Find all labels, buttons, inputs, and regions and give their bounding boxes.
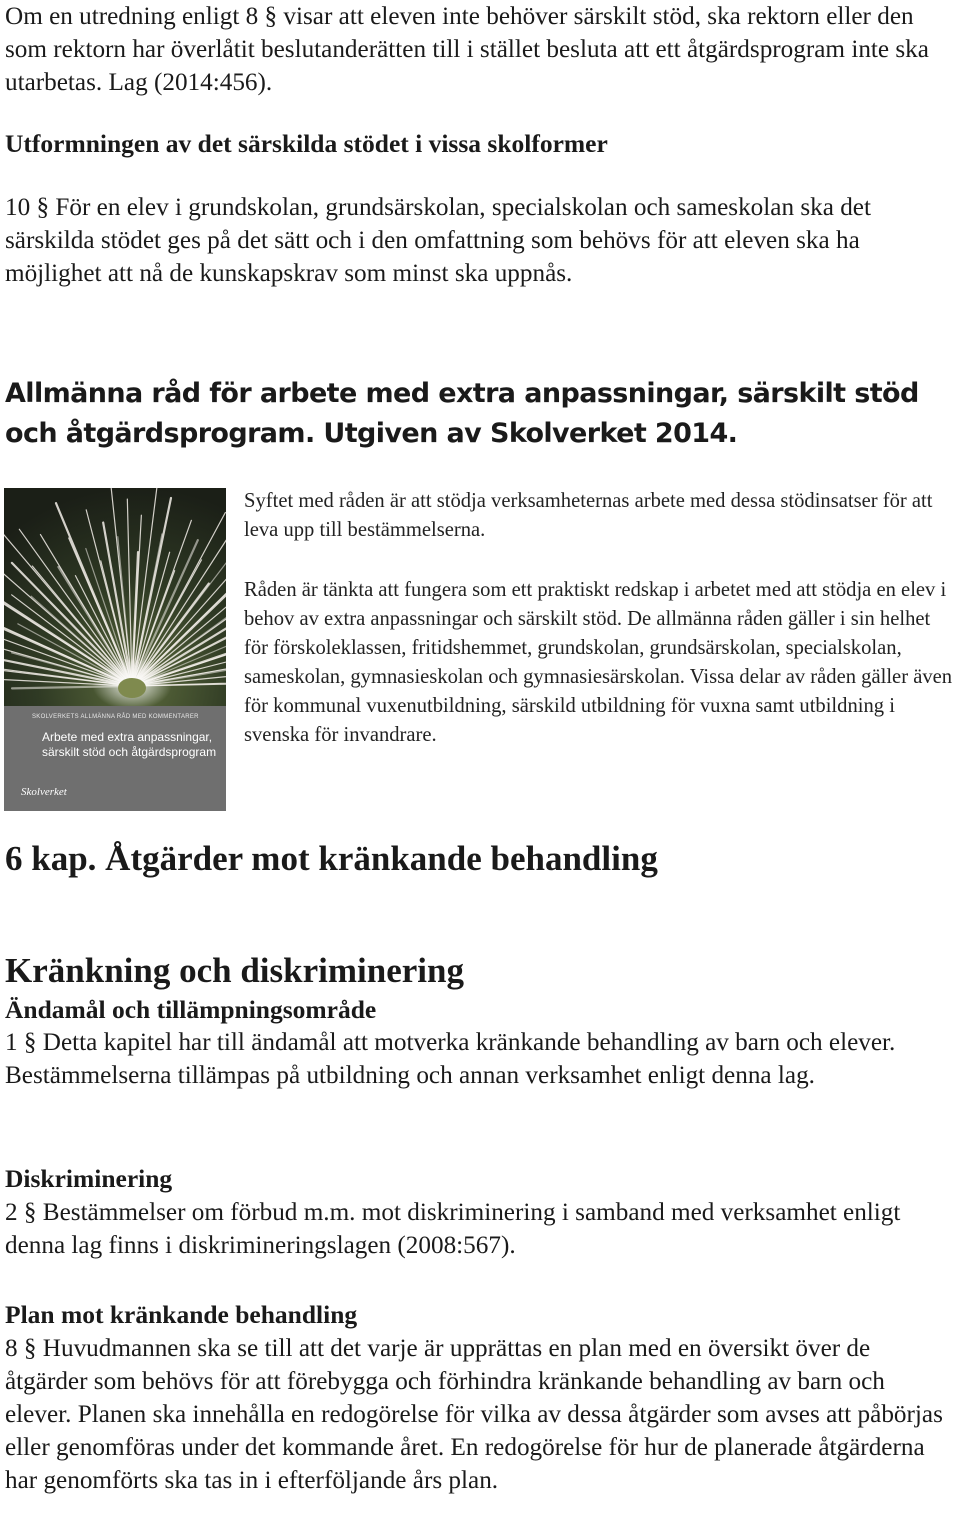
cover-publisher: Skolverket [21,786,67,798]
book-cover-image [4,488,226,811]
chapter-heading-6kap: 6 kap. Åtgärder mot kränkande behandling [5,839,658,878]
side-paragraph-raden: Råden är tänkta att fungera som ett praktiskt redskap i arbetet med att stödja en elev i behov av extra anpassningar och särskilt stöd. De allmänna råden gäller i sin helhet för förskoleklassen, fritidshemmet, grundskolan, grundsärskolan, specialskolan, sameskolan, gymnasieskolan och gymnasiesärskolan. Vissa delar av råden gäller även för kommunal vuxenutbildning, särskild utbildning för vuxna samt utbildning i svenska för invandrare. [244,579,953,746]
section-heading-allmanna-rad: Allmänna råd för arbete med extra anpassningar, särskilt stöd och åtgärdsprogram. Utgiven av Skolverket 2014. [5,378,919,449]
paragraph-2: 2 § Bestämmelser om förbud m.m. mot diskriminering i samband med verksamhet enligt denna lag finns i diskrimineringslagen (2008:567). [5,1199,901,1259]
section-heading-krankning: Kränkning och diskriminering [5,951,464,990]
paragraph-1: 1 § Detta kapitel har till ändamål att motverka kränkande behandling av barn och elever. Bestämmelserna tillämpas på utbildning och annan verksamhet enligt denna lag. [5,1029,896,1089]
dandelion-photo [4,488,226,706]
subheading-plan: Plan mot kränkande behandling [5,1300,358,1329]
paragraph-10: 10 § För en elev i grundskolan, grundsärskolan, specialskolan och sameskolan ska det särskilda stödet ges på det sätt och i den omfattning som behövs för att eleven ska ha möjlighet att nå de kunskapskrav som minst ska uppnås. [5,194,871,287]
cover-panel [4,706,226,811]
subheading-andamal: Ändamål och tillämpningsområde [5,995,377,1024]
cover-series-label: SKOLVERKETS ALLMÄNNA RÅD MED KOMMENTARER [32,714,199,720]
paragraph-8: 8 § Huvudmannen ska se till att det varje är upprättas en plan med en översikt över de åtgärder som behövs för att förebygga och förhindra kränkande behandling av barn och elever. Planen ska innehålla en redogörelse för vilka av dessa åtgärder som avses att påbörjas eller genomföras under det kommande året. En redogörelse för hur de planerade åtgärderna har genomförts ska tas in i efterföljande års plan. [5,1335,943,1494]
section-heading-utformningen: Utformningen av det särskilda stödet i vissa skolformer [5,129,608,158]
side-paragraph-syftet: Syftet med råden är att stödja verksamheternas arbete med dessa stödinsatser för att leva upp till bestämmelserna. [244,490,933,541]
intro-paragraph: Om en utredning enligt 8 § visar att eleven inte behöver särskilt stöd, ska rektorn eller den som rektorn har överlåtit beslutanderätten till i stället besluta att ett åtgärdsprogram inte ska utarbetas. Lag (2014:456). [5,3,929,96]
cover-title: Arbete med extra anpassningar, särskilt stöd och åtgärdsprogram [42,730,217,759]
subheading-diskriminering: Diskriminering [5,1164,173,1193]
